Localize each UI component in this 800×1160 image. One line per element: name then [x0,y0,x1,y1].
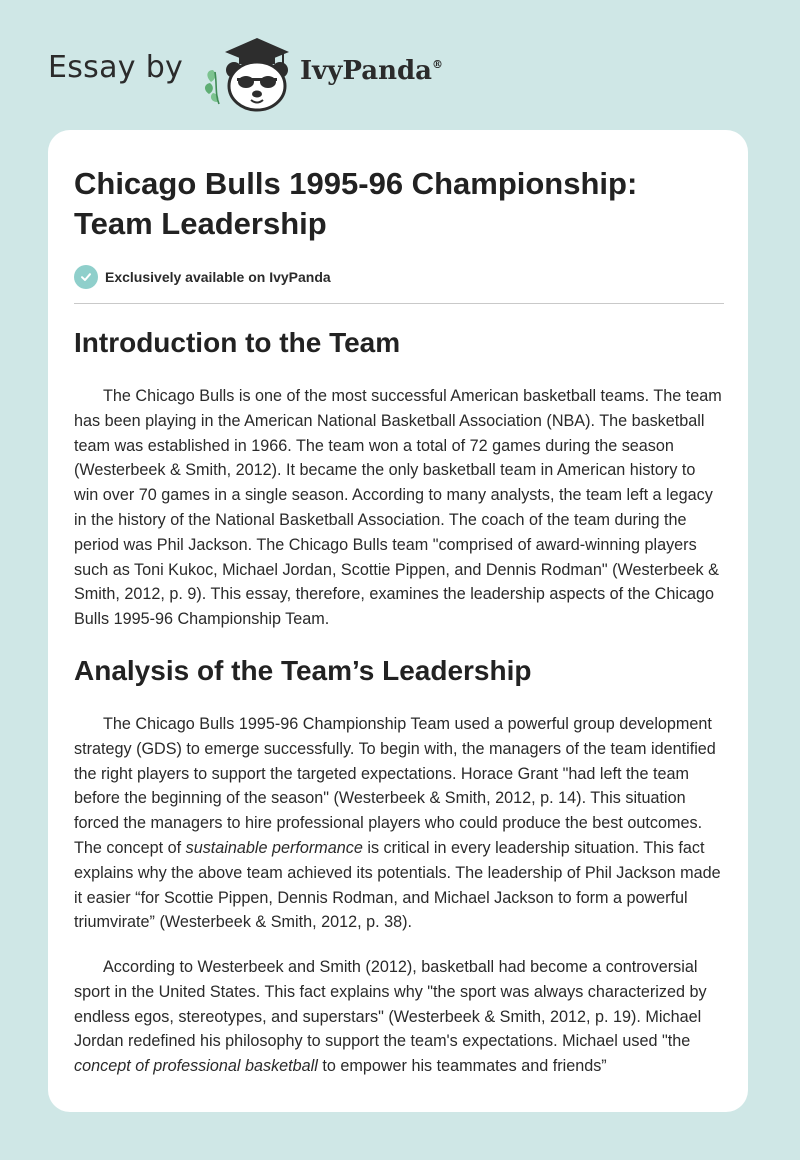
essay-by-label: Essay by [48,50,184,85]
panda-logo-icon[interactable] [203,32,295,112]
exclusive-label: Exclusively available on IvyPanda [105,269,331,285]
brand-name-text: IvyPanda [300,56,433,86]
paragraph-analysis-2 [74,955,724,1079]
section-heading-analysis: Analysis of the Team’s Leadership [74,655,532,686]
paragraph-text: is critical in every leadership situation. This fact explains why the above team achieved its potentials. The leadership of Phil Jackson made it easier “for Scottie Pippen, Dennis Rodman, and Michael Jackson to form a powerful triumvirate” (Westerbeek & Smith, 2012, p. 38). [74,838,721,932]
check-icon [74,265,98,289]
paragraph-text: According to Westerbeek and Smith (2012), basketball had become a controversial sport in the United States. This fact explains why "the sport was always characterized by endless egos, stereotypes, and superstars" (Westerbeek & Smith, 2012, p. 19). Michael Jordan redefined his philosophy to support the team's expectations. Michael used "the [74,958,707,1051]
paragraph-introduction: The Chicago Bulls is one of the most successful American basketball teams. The team has been playing in the American National Basketball Association (NBA). The basketball team was established in 1966. The team won a total of 72 games during the season (Westerbeek & Smith, 2012). It became the only basketball team in American history to win over 70 games in a single season. According to many analysts, the team left a legacy in the history of the National Basketball Association. The coach of the team during the period was Phil Jackson. The Chicago Bulls team "comprised of award-winning players such as Toni Kukoc, Michael Jordan, Scottie Pippen, and Dennis Rodman" (Westerbeek & Smith, 2012, p. 9). This essay, therefore, examines the leadership aspects of the Chicago Bulls 1995-96 Championship Team. [74,387,722,629]
paragraph-text: to empower his teammates and friends” [317,1057,607,1076]
section-heading-introduction: Introduction to the Team [74,327,401,358]
emphasis-text: sustainable performance [185,838,363,857]
emphasis-text: concept of professional basketball [74,1057,318,1076]
site-header [48,30,508,110]
page-title: Chicago Bulls 1995-96 Championship: Team Leadership [74,166,638,241]
paragraph-analysis-1 [74,712,724,935]
registered-mark: ® [432,58,444,71]
brand-name[interactable] [300,56,443,86]
essay-card [48,130,748,1112]
paragraph-text: The Chicago Bulls 1995-96 Championship Team used a powerful group development strategy (GDS) to emerge successfully. To begin with, the managers of the team identified the right players to support the targeted expectations. Horace Grant "had left the team before the beginning of the season" (Westerbeek & Smith, 2012, p. 14). This situation forced the managers to hire professional players who could produce the best outcomes. The concept of [74,715,716,857]
exclusive-badge [74,264,331,290]
divider [74,303,724,304]
